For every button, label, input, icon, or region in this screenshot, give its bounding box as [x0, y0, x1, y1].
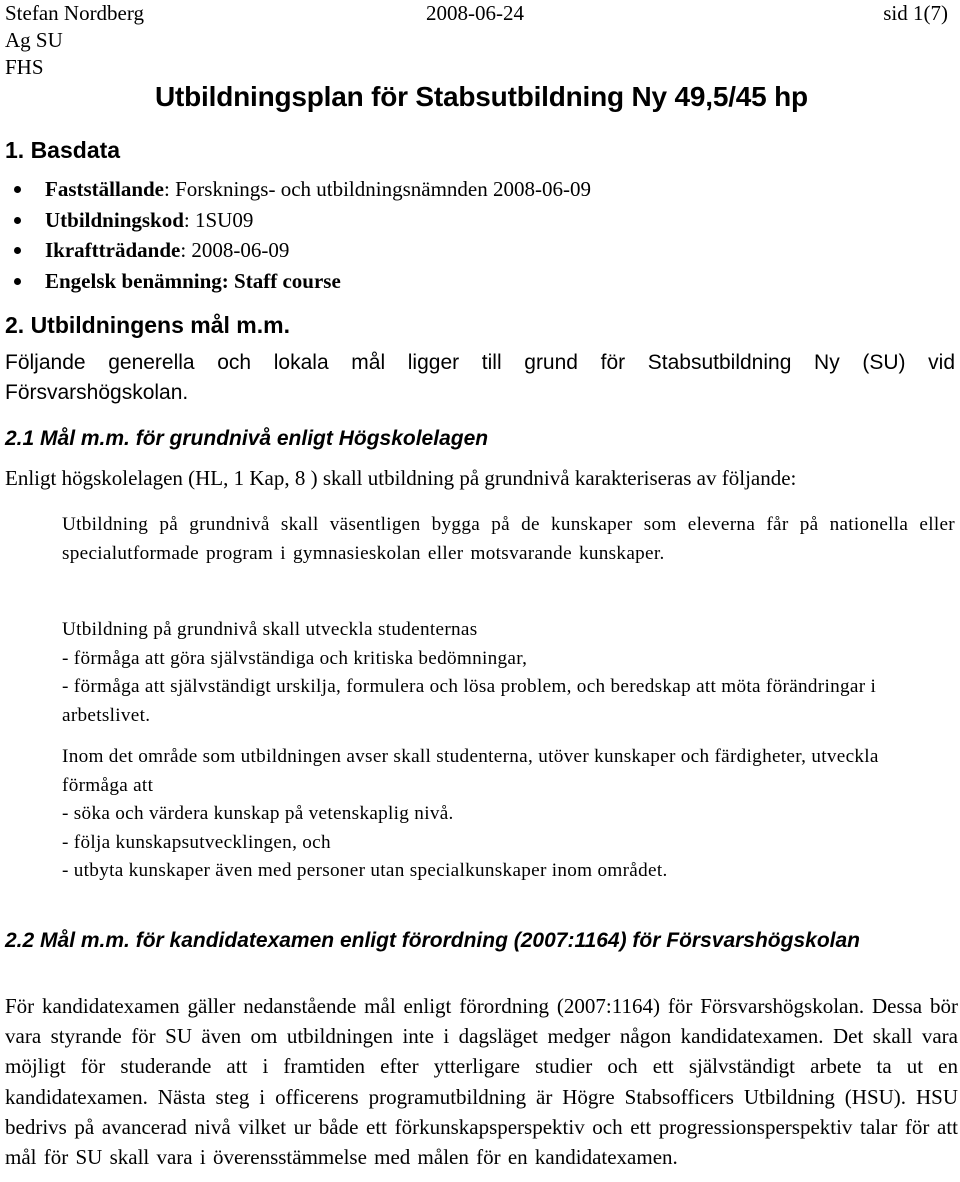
basdata-list: [5, 174, 591, 296]
header-page-number: sid 1(7): [883, 1, 948, 25]
header-author: Stefan Nordberg: [5, 1, 144, 25]
section-2-heading: 2. Utbildningens mål m.m.: [5, 312, 290, 338]
list-item: Fastställande: Forsknings- och utbildningsnämnden 2008-06-09: [5, 174, 591, 205]
quote-block-3: [62, 743, 955, 886]
header-author-block: [5, 0, 144, 81]
header-date: 2008-06-24: [426, 1, 524, 25]
section-2-2-paragraph: För kandidatexamen gäller nedanstående mål enligt förordning (2007:1164) för Försvarshögskolan. Dessa bör vara styrande för SU även om utbildningen inte i dagsläget medger någon kandidatexamen. Det skall vara möjligt för studerande att i framtiden efter ytterligare studier och ett självständigt arbete ta ut en kandidatexamen. Nästa steg i officerens programutbildning är Högre Stabsofficers Utbildning (HSU). HSU bedrivs på avancerad nivå vilket ur både ett förkunskapsperspektiv och ett progressionsperspektiv talar för att mål för SU skall vara i överensstämmelse med målen för en kandidatexamen.: [5, 994, 958, 1170]
quote-line: - söka och värdera kunskap på vetenskaplig nivå.: [62, 803, 454, 824]
list-item: Ikraftträdande: 2008-06-09: [5, 235, 591, 266]
quote-line: - förmåga att självständigt urskilja, formulera och lösa problem, och beredskap att möta förändringar i arbetslivet.: [62, 676, 877, 726]
header-unit: Ag SU: [5, 28, 63, 52]
section-2-1-intro: Enligt högskolelagen (HL, 1 Kap, 8 ) skall utbildning på grundnivå karakteriseras av följande:: [5, 466, 797, 490]
list-item: Engelsk benämning: Staff course: [5, 266, 591, 297]
section-2-1-heading: 2.1 Mål m.m. för grundnivå enligt Högskolelagen: [5, 427, 489, 450]
quote-line: Utbildning på grundnivå skall utveckla studenternas: [62, 619, 478, 640]
list-item: Utbildningskod: 1SU09: [5, 205, 591, 236]
quote-line: - följa kunskapsutvecklingen, och: [62, 831, 331, 853]
header-org: FHS: [5, 55, 44, 79]
document-title: Utbildningsplan för Stabsutbildning Ny 49,5/45 hp: [155, 81, 808, 112]
section-2-2-heading: 2.2 Mål m.m. för kandidatexamen enligt förordning (2007:1164) för Försvarshögskolan: [5, 929, 860, 952]
quote-block-1: Utbildning på grundnivå skall väsentligen bygga på de kunskaper som eleverna får på nationella eller specialutformade program i gymnasieskolan eller motsvarande kunskaper.: [62, 514, 955, 564]
quote-line: - utbyta kunskaper även med personer utan specialkunskaper inom området.: [62, 860, 668, 881]
section-1-heading: 1. Basdata: [5, 137, 121, 163]
quote-line: Inom det område som utbildningen avser skall studenterna, utöver kunskaper och färdigheter, utveckla förmåga att: [62, 746, 879, 796]
section-2-paragraph: Följande generella och lokala mål ligger till grund för Stabsutbildning Ny (SU) vid Försvarshögskolan.: [5, 351, 955, 404]
quote-line: - förmåga att göra självständiga och kritiska bedömningar,: [62, 647, 528, 669]
quote-block-2: [62, 616, 955, 730]
